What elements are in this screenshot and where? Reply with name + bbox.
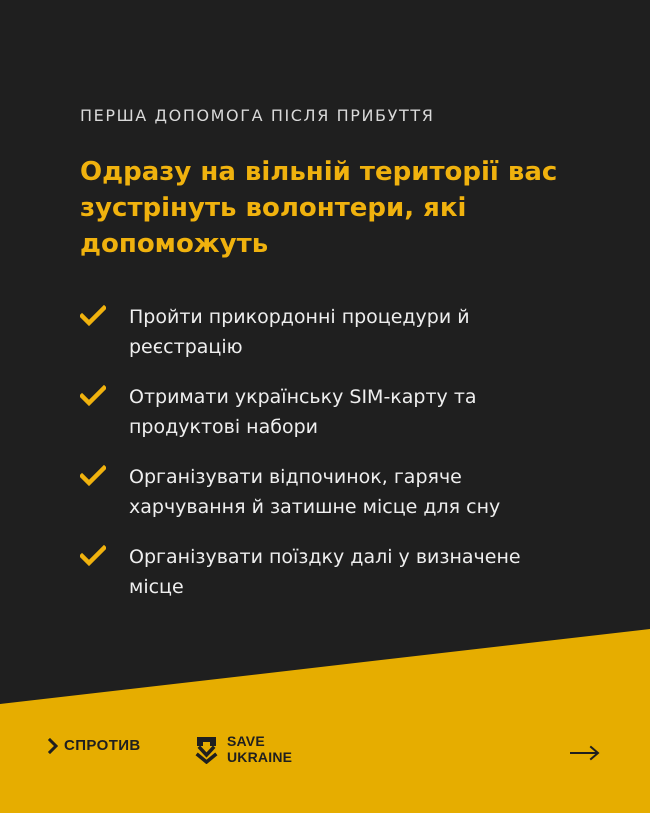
spotyv-logo: [48, 737, 141, 754]
checklist-item-rest: [80, 462, 600, 522]
footer: [0, 726, 650, 786]
checklist-item-sim-card: [80, 382, 600, 442]
checklist-line: місце: [129, 576, 184, 598]
checklist-item-border-procedures: [80, 302, 600, 362]
check-icon: [80, 385, 106, 407]
save-ukraine-line-2: UKRAINE: [227, 749, 293, 765]
section-kicker: ПЕРША ДОПОМОГА ПІСЛЯ ПРИБУТТЯ: [80, 106, 435, 125]
checklist-line: продуктові набори: [129, 416, 318, 438]
save-ukraine-logo: [194, 733, 292, 765]
arrow-right-icon[interactable]: [568, 744, 602, 762]
chevron-right-icon: [48, 738, 58, 754]
save-ukraine-wordmark: [227, 733, 292, 765]
checklist-item-text: [129, 382, 559, 442]
checklist-item-travel: [80, 542, 600, 602]
checklist-line: реєстрацію: [129, 336, 243, 358]
checklist-item-text: [129, 302, 559, 362]
save-ukraine-icon: [194, 734, 219, 764]
save-ukraine-line-1: SAVE: [227, 733, 265, 749]
checklist-line: Організувати поїздку далі у визначене: [129, 546, 521, 568]
main-heading: Одразу на вільній території вас зустрінуть волонтери, які допоможуть: [80, 157, 558, 259]
checklist-line: Організувати відпочинок, гаряче: [129, 466, 462, 488]
checklist-item-text: [129, 542, 559, 602]
checklist-line: Отримати українську SIM-карту та: [129, 386, 477, 408]
check-icon: [80, 545, 106, 567]
checklist-line: Пройти прикордонні процедури й: [129, 306, 470, 328]
assistance-checklist: [80, 302, 600, 622]
checklist-line: харчування й затишне місце для сну: [129, 496, 501, 518]
check-icon: [80, 305, 106, 327]
check-icon: [80, 465, 106, 487]
checklist-item-text: [129, 462, 559, 522]
spotyv-wordmark: СПРОТИВ: [64, 737, 141, 754]
